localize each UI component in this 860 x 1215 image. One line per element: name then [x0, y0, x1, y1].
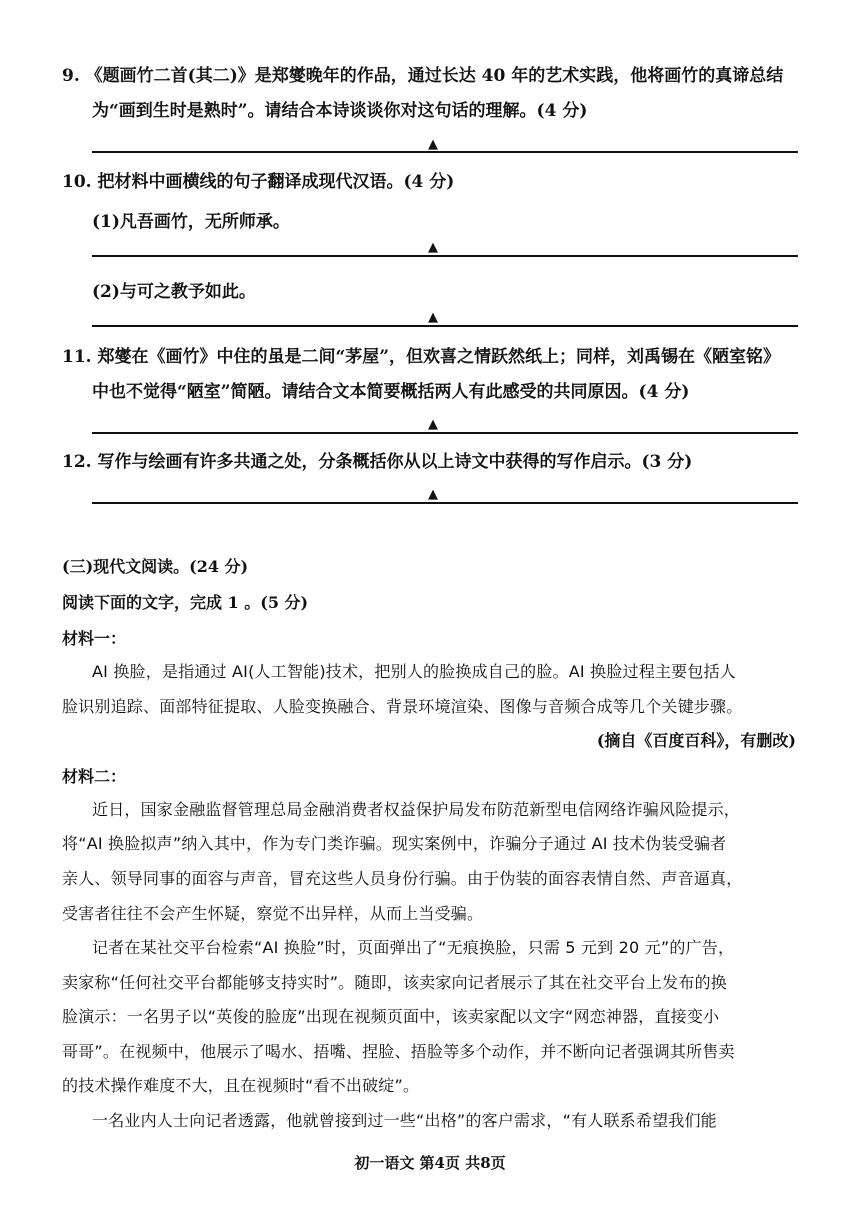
- question-11-line-2: 中也不觉得“陋室”简陋。请结合文本简要概括两人有此感受的共同原因。(4 分): [92, 382, 690, 402]
- section-title: (三)现代文阅读。(24 分): [62, 557, 249, 576]
- answer-marker: ▲: [428, 417, 438, 432]
- answer-line[interactable]: [92, 502, 798, 504]
- question-9-line-2: 为“画到生时是熟时”。请结合本诗谈谈你对这句话的理解。(4 分): [92, 101, 588, 121]
- material-2-text-line: 哥哥”。在视频中，他展示了喝水、捂嘴、捏脸、捂脸等多个动作，并不断向记者强调其所售卖: [62, 1042, 735, 1061]
- answer-line[interactable]: [92, 255, 798, 257]
- material-2-text-line: 脸演示：一名男子以“英俊的脸庞”出现在视频页面中，该卖家配以文字“网恋神器，直接变小: [62, 1007, 720, 1026]
- material-2-text-line: 的技术操作难度不大，且在视频时“看不出破绽”。: [62, 1076, 420, 1095]
- answer-marker: ▲: [428, 240, 438, 255]
- question-10-stem: 10. 把材料中画横线的句子翻译成现代汉语。(4 分): [62, 172, 455, 192]
- material-1-label: 材料一：: [62, 629, 127, 648]
- question-11-line-1: 11. 郑燮在《画竹》中住的虽是二间“茅屋”，但欢喜之情跃然纸上；同样，刘禹锡在《陋室铭》: [62, 347, 781, 367]
- answer-marker: ▲: [428, 487, 438, 502]
- answer-line[interactable]: [92, 432, 798, 434]
- material-1-text-line: 脸识别追踪、面部特征提取、人脸变换融合、背景环境渲染、图像与音频合成等几个关键步骤。: [62, 697, 743, 716]
- material-2-text-line: 一名业内人士向记者透露，他就曾接到过一些“出格”的客户需求，“有人联系希望我们能: [92, 1111, 717, 1130]
- material-1-source: (摘自《百度百科》，有删改): [596, 731, 796, 750]
- material-2-text-line: 将“AI 换脸拟声”纳入其中，作为专门类诈骗。现实案例中，诈骗分子通过 AI 技术伪装受骗者: [62, 834, 727, 853]
- answer-line[interactable]: [92, 151, 798, 153]
- question-10-sub-1: (1)凡吾画竹，无所师承。: [92, 212, 290, 232]
- answer-marker: ▲: [428, 310, 438, 325]
- material-2-text-line: 记者在某社交平台检索“AI 换脸”时，页面弹出了“无痕换脸，只需 5 元到 20 元”的广告，: [92, 938, 735, 957]
- material-2-text-line: 亲人、领导同事的面容与声音，冒充这些人员身份行骗。由于伪装的面容表情自然、声音逼真，: [62, 869, 743, 888]
- question-12-line-1: 12. 写作与绘画有许多共通之处，分条概括你从以上诗文中获得的写作启示。(3 分): [62, 452, 693, 472]
- answer-line[interactable]: [92, 325, 798, 327]
- question-10-sub-2: (2)与可之教予如此。: [92, 282, 256, 302]
- material-2-text-line: 卖家称“任何社交平台都能够支持实时”。随即，该卖家向记者展示了其在社交平台上发布的换: [62, 973, 727, 992]
- material-2-text-line: 受害者往往不会产生怀疑，察觉不出异样，从而上当受骗。: [62, 904, 484, 923]
- material-2-label: 材料二：: [62, 767, 127, 786]
- material-1-text-line: AI 换脸，是指通过 AI(人工智能)技术，把别人的脸换成自己的脸。AI 换脸过程主要包括人: [92, 662, 736, 681]
- material-2-text-line: 近日，国家金融监督管理总局金融消费者权益保护局发布防范新型电信网络诈骗风险提示，: [92, 800, 741, 819]
- question-9-line-1: 9. 《题画竹二首(其二)》是郑燮晚年的作品，通过长达 40 年的艺术实践，他将画竹的真谛总结: [62, 66, 784, 86]
- section-instruction: 阅读下面的文字，完成 1 。(5 分): [62, 593, 309, 612]
- answer-marker: ▲: [428, 137, 438, 152]
- page-footer: 初一语文 第4页 共8页: [354, 1154, 506, 1172]
